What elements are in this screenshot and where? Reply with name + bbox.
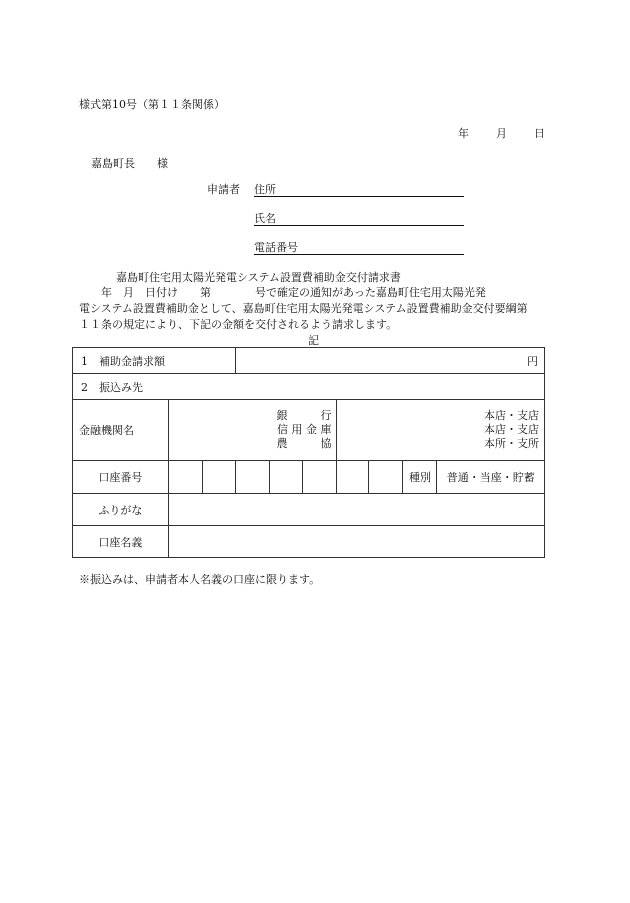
account-digit-cell[interactable] bbox=[302, 461, 336, 494]
account-digit-cell[interactable] bbox=[369, 461, 403, 494]
date-day: 日 bbox=[534, 127, 545, 140]
account-name-label: 口座名義 bbox=[73, 526, 169, 558]
account-type-label: 種別 bbox=[403, 461, 437, 494]
document-title: 嘉島町住宅用太陽光発電システム設置費補助金交付請求書 bbox=[116, 271, 401, 284]
bank-type-agri-coop: 農 協 bbox=[276, 437, 332, 450]
bank-name-field[interactable] bbox=[168, 400, 336, 461]
account-number-row bbox=[73, 461, 545, 494]
account-digit-cell[interactable] bbox=[336, 461, 369, 494]
account-digit-cell[interactable] bbox=[202, 461, 235, 494]
account-digit-cell[interactable] bbox=[168, 461, 202, 494]
account-number-label: 口座番号 bbox=[73, 461, 169, 494]
account-digit-cell[interactable] bbox=[235, 461, 269, 494]
amount-label: 1 補助金請求額 bbox=[73, 348, 236, 374]
addressee: 嘉島町長 様 bbox=[91, 157, 168, 170]
phone-label: 電話番号 bbox=[254, 241, 298, 254]
phone-field[interactable] bbox=[254, 239, 464, 255]
name-field[interactable] bbox=[254, 210, 464, 226]
account-type-options[interactable]: 普通・当座・貯蓄 bbox=[437, 461, 545, 494]
bank-type-credit-union: 信 用 金 庫 bbox=[277, 423, 332, 436]
branch-type-1: 本店・支店 bbox=[484, 409, 539, 422]
account-name-row bbox=[73, 526, 545, 558]
form-number: 様式第10号（第１１条関係） bbox=[79, 98, 225, 111]
account-digit-cell[interactable] bbox=[269, 461, 302, 494]
body-line-2: 電システム設置費補助金として、嘉島町住宅用太陽光発電システム設置費補助金交付要綱第 bbox=[79, 302, 528, 315]
account-name-field[interactable] bbox=[168, 526, 544, 558]
applicant-role: 申請者 bbox=[207, 183, 240, 196]
furigana-row bbox=[73, 494, 545, 526]
amount-unit: 円 bbox=[527, 354, 538, 368]
address-field[interactable] bbox=[254, 181, 464, 197]
footer-note: ※振込みは、申請者本人名義の口座に限ります。 bbox=[79, 573, 321, 586]
branch-type-2: 本店・支店 bbox=[484, 423, 539, 436]
date-line bbox=[458, 125, 545, 141]
name-label: 氏名 bbox=[254, 212, 276, 225]
ki-mark: 記 bbox=[308, 334, 319, 347]
body-line-3: １１条の規定により、下記の金額を交付されるよう請求します。 bbox=[79, 318, 398, 331]
amount-row bbox=[73, 348, 545, 374]
bank-label: 金融機関名 bbox=[73, 400, 169, 461]
transfer-row bbox=[73, 374, 545, 400]
bank-type-bank: 銀 行 bbox=[276, 409, 332, 422]
body-line-1: 年 月 日付け 第 号で確定の通知があった嘉島町住宅用太陽光発 bbox=[79, 286, 486, 299]
furigana-label: ふりがな bbox=[73, 494, 169, 526]
address-label: 住所 bbox=[254, 183, 276, 196]
amount-field[interactable] bbox=[235, 348, 544, 374]
branch-type-3: 本所・支所 bbox=[484, 437, 539, 450]
branch-field[interactable] bbox=[336, 400, 544, 461]
transfer-table bbox=[72, 347, 545, 558]
furigana-field[interactable] bbox=[168, 494, 544, 526]
bank-row bbox=[73, 400, 545, 461]
transfer-label: 2 振込み先 bbox=[73, 374, 545, 400]
date-month: 月 bbox=[496, 127, 507, 140]
date-year: 年 bbox=[458, 127, 469, 140]
